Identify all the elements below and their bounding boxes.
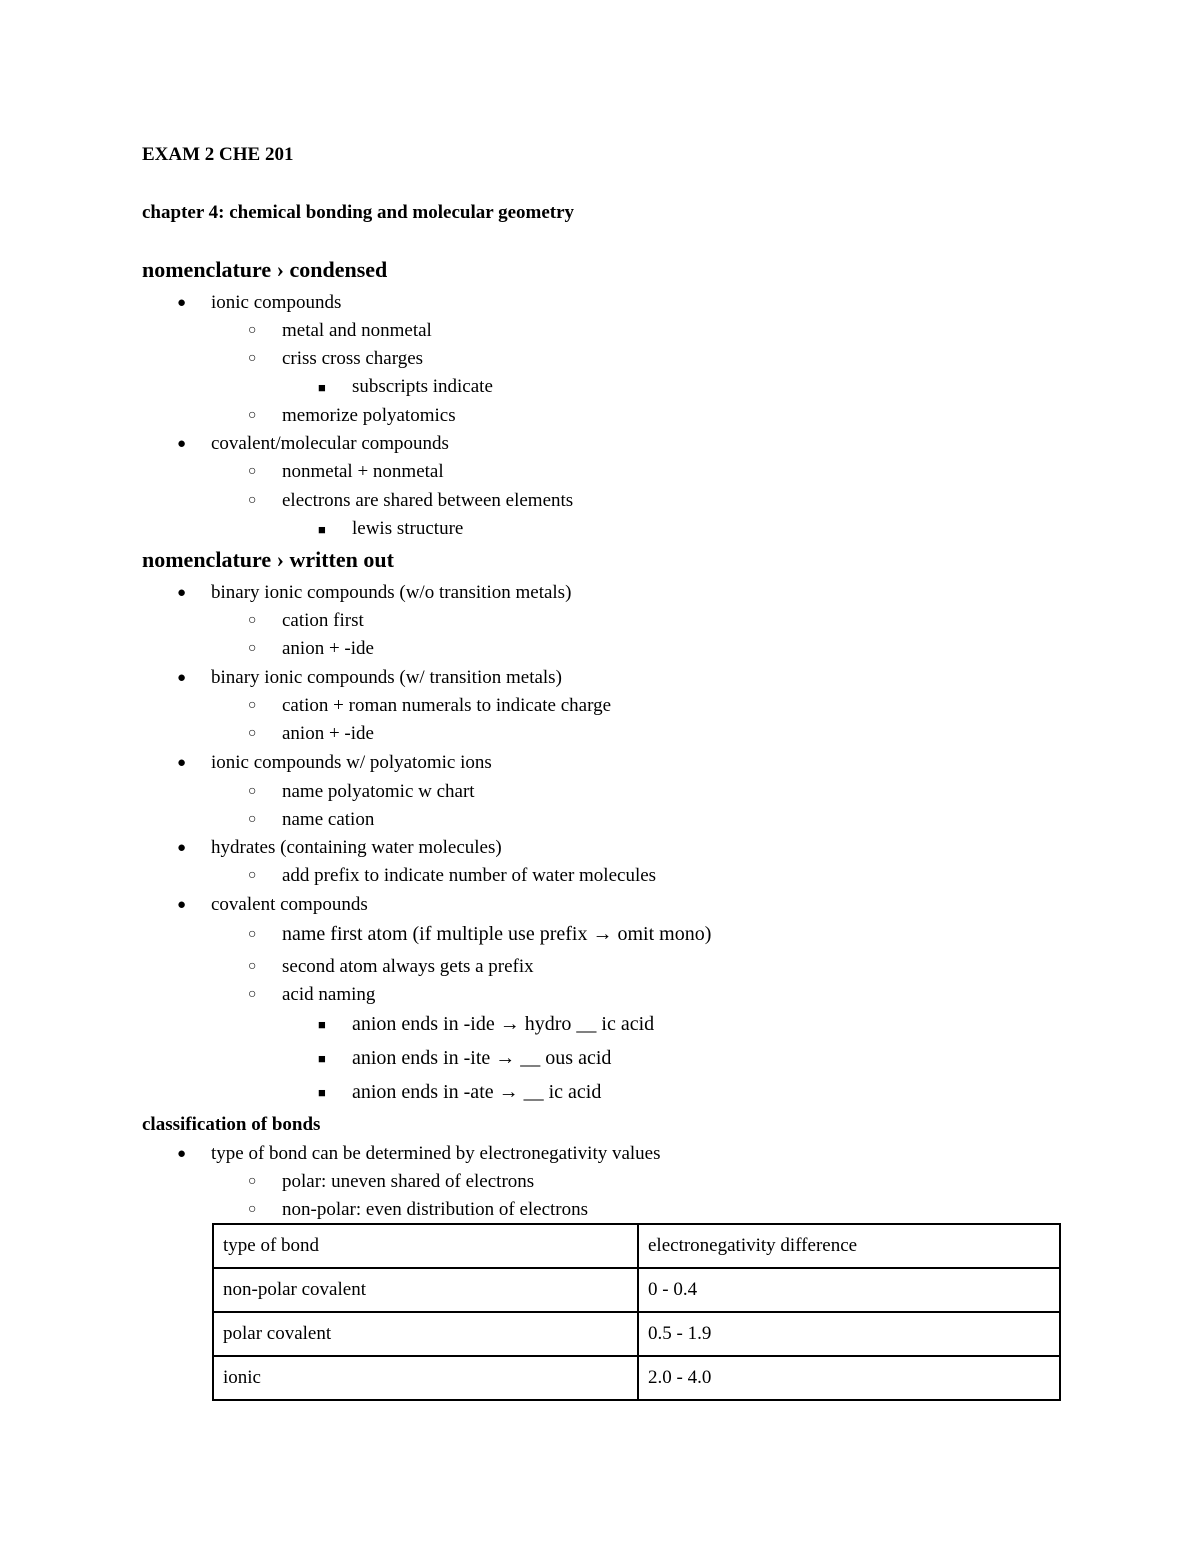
list-item: add prefix to indicate number of water molecules	[282, 865, 657, 886]
list-item: lewis structure	[352, 518, 464, 539]
list-item: cation first	[282, 610, 364, 631]
circle-bullet-icon: ○	[248, 927, 257, 942]
table-cell: ionic	[213, 1356, 638, 1400]
table-row	[213, 1356, 1060, 1400]
list-item: binary ionic compounds (w/ transition metals)	[211, 667, 562, 688]
list-item: second atom always gets a prefix	[282, 956, 534, 977]
circle-bullet-icon: ○	[248, 408, 257, 423]
list-item: hydrates (containing water molecules)	[211, 837, 502, 858]
list-item: nonmetal + nonmetal	[282, 461, 444, 482]
list-item: ionic compounds w/ polyatomic ions	[211, 752, 492, 773]
circle-bullet-icon: ○	[248, 987, 257, 1002]
list-item: name cation	[282, 809, 375, 830]
circle-bullet-icon: ○	[248, 323, 257, 338]
circle-bullet-icon: ○	[248, 959, 257, 974]
circle-bullet-icon: ○	[248, 784, 257, 799]
circle-bullet-icon: ○	[248, 464, 257, 479]
list-item: anion ends in -ide → hydro __ ic acid	[352, 1013, 655, 1035]
table-row	[213, 1268, 1060, 1312]
circle-bullet-icon: ○	[248, 698, 257, 713]
circle-bullet-icon: ○	[248, 812, 257, 827]
list-item: criss cross charges	[282, 348, 424, 369]
circle-bullet-icon: ○	[248, 613, 257, 628]
bullet-icon: ●	[177, 436, 187, 452]
bullet-icon: ●	[177, 670, 187, 686]
list-item: anion + -ide	[282, 638, 374, 659]
list-item: ionic compounds	[211, 292, 342, 313]
bullet-icon: ●	[177, 840, 187, 856]
table-cell: non-polar covalent	[213, 1268, 638, 1312]
section-heading-classification: classification of bonds	[142, 1114, 321, 1135]
table-row	[213, 1312, 1060, 1356]
chapter-heading: chapter 4: chemical bonding and molecular geometry	[142, 202, 575, 223]
list-item: metal and nonmetal	[282, 320, 432, 341]
list-item: anion ends in -ite → __ ous acid	[352, 1047, 612, 1069]
list-item: anion + -ide	[282, 723, 374, 744]
document-title: EXAM 2 CHE 201	[142, 144, 294, 165]
square-bullet-icon: ■	[318, 1051, 326, 1066]
square-bullet-icon: ■	[318, 1017, 326, 1032]
circle-bullet-icon: ○	[248, 726, 257, 741]
circle-bullet-icon: ○	[248, 493, 257, 508]
list-item: covalent/molecular compounds	[211, 433, 449, 454]
square-bullet-icon: ■	[318, 1085, 326, 1100]
list-item: binary ionic compounds (w/o transition metals)	[211, 582, 572, 603]
list-item: cation + roman numerals to indicate charge	[282, 695, 612, 716]
list-item: type of bond can be determined by electronegativity values	[211, 1143, 661, 1164]
table-header-row	[213, 1224, 1060, 1268]
circle-bullet-icon: ○	[248, 1174, 257, 1189]
table-cell: 2.0 - 4.0	[638, 1356, 1060, 1400]
circle-bullet-icon: ○	[248, 868, 257, 883]
table-cell: polar covalent	[213, 1312, 638, 1356]
square-bullet-icon: ■	[318, 380, 326, 395]
list-item: non-polar: even distribution of electrons	[282, 1199, 589, 1220]
list-item: name polyatomic w chart	[282, 781, 475, 802]
bullet-icon: ●	[177, 1146, 187, 1162]
table-header-cell: type of bond	[213, 1224, 638, 1268]
section-heading-condensed: nomenclature › condensed	[142, 257, 388, 282]
list-item: covalent compounds	[211, 894, 368, 915]
bullet-icon: ●	[177, 897, 187, 913]
table-header-cell: electronegativity difference	[638, 1224, 1060, 1268]
bullet-icon: ●	[177, 755, 187, 771]
list-item: memorize polyatomics	[282, 405, 456, 426]
list-item: name first atom (if multiple use prefix → omit mono)	[282, 923, 712, 945]
list-item: acid naming	[282, 984, 376, 1005]
list-item: subscripts indicate	[352, 376, 493, 397]
circle-bullet-icon: ○	[248, 1202, 257, 1217]
list-item: polar: uneven shared of electrons	[282, 1171, 535, 1192]
list-item: electrons are shared between elements	[282, 490, 574, 511]
table-cell: 0.5 - 1.9	[638, 1312, 1060, 1356]
circle-bullet-icon: ○	[248, 351, 257, 366]
section-heading-written-out: nomenclature › written out	[142, 547, 394, 572]
bullet-icon: ●	[177, 585, 187, 601]
list-item: anion ends in -ate → __ ic acid	[352, 1081, 602, 1103]
bond-classification-table	[212, 1223, 1061, 1401]
table-cell: 0 - 0.4	[638, 1268, 1060, 1312]
square-bullet-icon: ■	[318, 522, 326, 537]
circle-bullet-icon: ○	[248, 641, 257, 656]
bullet-icon: ●	[177, 295, 187, 311]
